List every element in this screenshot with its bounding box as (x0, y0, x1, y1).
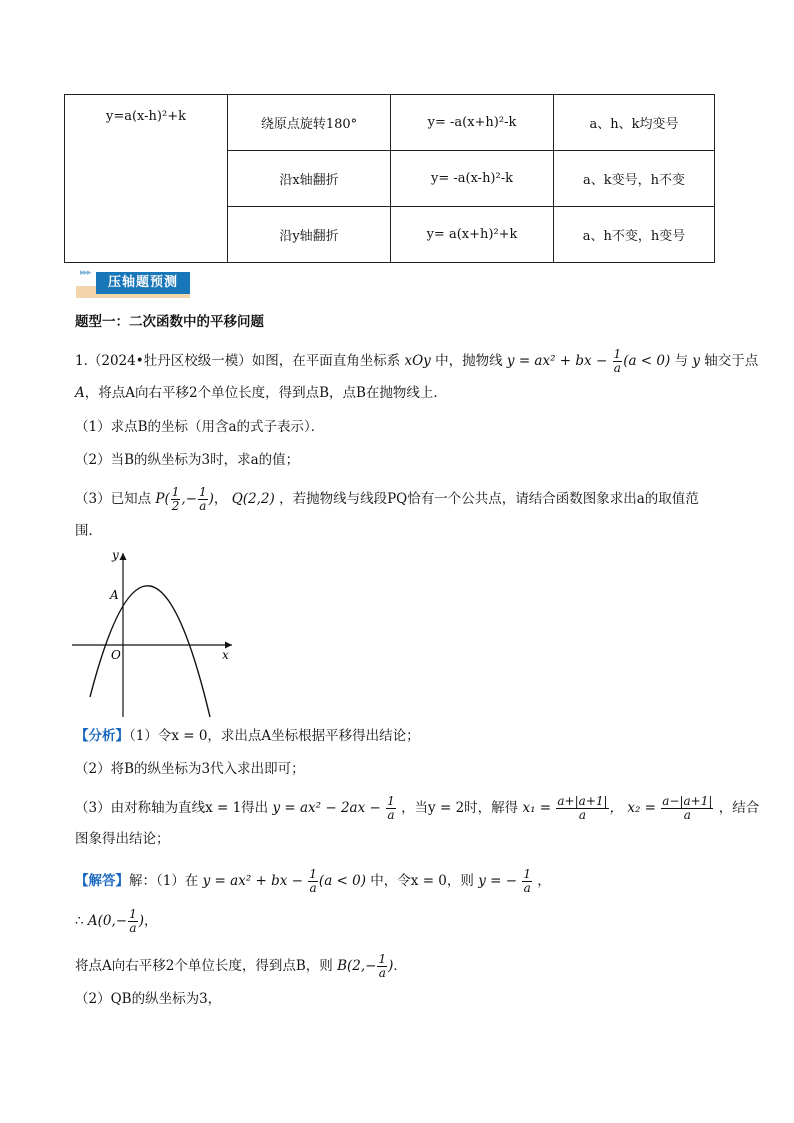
point-p: P( $\frac{1}{2}$ ,− $\frac{1}{a}$ ) (155, 485, 214, 513)
table-cell: y= -a(x-h)²-k (391, 151, 554, 207)
question-1: （1）求点B的坐标（用含a的式子表示）． (75, 419, 325, 435)
table-cell: 沿y轴翻折 (228, 207, 391, 263)
table-cell-original: y=a(x-h)²+k (65, 95, 228, 263)
question-3-cont: 围． (75, 523, 102, 539)
solution-line-2: ∴ A(0,− $\frac{1}{a}$ )， (75, 907, 158, 935)
analysis-line-1: 【分析】（1）令x = 0，求出点A坐标根据平移得出结论； (75, 728, 420, 744)
table-cell: a、h、k均变号 (554, 95, 715, 151)
table-cell: y= -a(x+h)²-k (391, 95, 554, 151)
analysis-line-3: （3）由对称轴为直线x = 1得出 y = ax² − 2ax − $\frac{1}{a}$ ，当y = 2时，解得 x₁ = $\frac{a+|a+1|}{a}$ ， x₂ = $\frac{a-|a+1|}{a}$ ，结合 (75, 794, 760, 822)
solution-line-1: 【解答】解：（1）在 y = ax² + bx − $\frac{1}{a}$ (a < 0) 中，令x = 0，则 y = − $\frac{1}{a}$ ， (75, 867, 551, 895)
y-axis-label: y (112, 548, 119, 562)
solution-line-4: （2）QB的纵坐标为3， (75, 991, 222, 1007)
parabola-curve (90, 586, 210, 717)
problem-line-2: A，将点A向右平移2个单位长度，得到点B，点B在抛物线上． (75, 385, 447, 401)
badge-label: 压轴题预测 (96, 272, 190, 294)
table-cell: 沿x轴翻折 (228, 151, 391, 207)
transform-table (64, 94, 715, 263)
problem-line-1: 1.（2024•牡丹区校级一模）如图，在平面直角坐标系 xOy 中，抛物线 y = ax² + bx − $\frac{1}{a}$ (a < 0) 与 y 轴交于点 (75, 347, 759, 375)
table-cell: a、k变号，h不变 (554, 151, 715, 207)
point-q: Q(2,2) (231, 491, 275, 507)
analysis-line-2: （2）将B的纵坐标为3代入求出即可； (75, 761, 305, 777)
question-2: （2）当B的纵坐标为3时，求a的值； (75, 452, 300, 468)
type-title: 题型一：二次函数中的平移问题 (75, 314, 264, 330)
solution-line-3: 将点A向右平移2个单位长度，得到点B，则 B(2,− $\frac{1}{a}$ )． (75, 952, 407, 980)
parabola-formula: y = ax² + bx − $\frac{1}{a}$ (a < 0) (506, 347, 671, 375)
table-cell: a、h不变，h变号 (554, 207, 715, 263)
arrow-dots-icon: ▸▸▸ (80, 268, 91, 278)
point-a-label: A (110, 588, 119, 602)
table-cell: 绕原点旋转180° (228, 95, 391, 151)
x-axis-label: x (222, 648, 229, 662)
section-badge (76, 268, 190, 298)
question-3: （3）已知点 P( $\frac{1}{2}$ ,− $\frac{1}{a}$ )， Q(2,2) ，若抛物线与线段PQ恰有一个公共点，请结合函数图象求出a的取值范 (75, 485, 699, 513)
origin-label: O (111, 648, 121, 662)
analysis-line-4: 图象得出结论； (75, 831, 170, 847)
table-cell: y= a(x+h)²+k (391, 207, 554, 263)
parabola-graph (70, 545, 240, 720)
table-row (65, 95, 715, 151)
